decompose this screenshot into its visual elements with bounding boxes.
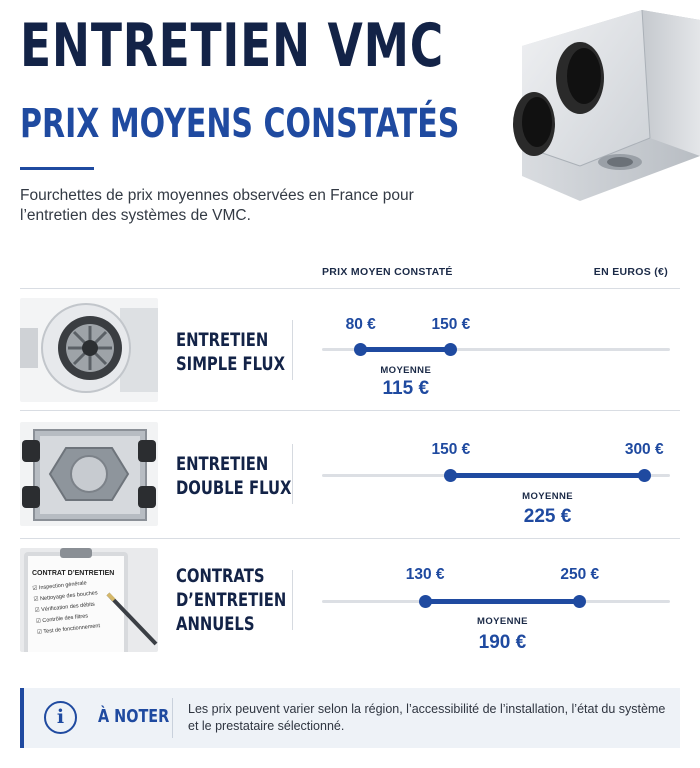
min-price-marker [419, 595, 432, 608]
min-price-marker [444, 469, 457, 482]
average-price: 225 € [523, 506, 572, 527]
min-price-label: 130 € [405, 566, 445, 583]
average-price: 190 € [478, 632, 527, 653]
average-caption: MOYENNE [522, 491, 573, 502]
note-box [20, 688, 680, 748]
max-price-marker [638, 469, 651, 482]
row-label-line-1: ENTRETIEN [176, 453, 269, 475]
row-divider [292, 444, 293, 504]
contract-heading: CONTRAT D’ENTRETIEN [32, 570, 115, 577]
checklist-item: ☑ Vérification des débits [34, 601, 96, 614]
price-row-simple-flux [20, 298, 680, 402]
row-divider [292, 320, 293, 380]
checklist-item-text: Inspection générale [38, 580, 88, 592]
row-label-line-2: DOUBLE FLUX [176, 477, 292, 499]
header-divider [20, 288, 680, 289]
max-price-marker [444, 343, 457, 356]
row-label-line-1: CONTRATS [176, 565, 265, 587]
max-price-label: 250 € [560, 566, 600, 583]
price-range-fill [451, 473, 644, 478]
note-title: À NOTER [98, 706, 170, 727]
fan-unit-photo [20, 298, 158, 402]
average-price: 115 € [382, 378, 430, 399]
checklist-item: ☑ Contrôle des filtres [35, 613, 89, 625]
row-divider [292, 570, 293, 630]
price-row-double-flux [20, 422, 680, 528]
vmc-unit-image [502, 6, 700, 224]
price-row-contracts [20, 548, 680, 654]
contract-checklist [32, 577, 102, 638]
info-icon: i [44, 701, 77, 734]
price-range-fill [361, 347, 451, 352]
average-caption: MOYENNE [477, 616, 528, 627]
min-price-label: 80 € [345, 316, 376, 333]
row-separator [20, 538, 680, 539]
page-description: Fourchettes de prix moyennes observées en France pour l’entretien des systèmes de VMC. [20, 187, 414, 224]
page-title: ENTRETIEN VMC [20, 11, 444, 81]
checklist-item: ☑ Inspection générale [32, 580, 88, 592]
row-label-line-2: SIMPLE FLUX [176, 353, 286, 375]
min-price-label: 150 € [431, 441, 471, 458]
max-price-label: 150 € [431, 316, 471, 333]
note-text: Les prix peuvent varier selon la région, l’accessibilité de l’installation, l’état du système et le prestataire sélectionné. [188, 702, 666, 733]
max-price-label: 300 € [624, 441, 664, 458]
checklist-item-text: Vérification des débits [40, 601, 96, 614]
average-caption: MOYENNE [380, 365, 432, 376]
max-price-marker [573, 595, 586, 608]
row-label-line-2: D’ENTRETIEN [176, 589, 287, 611]
checklist-item: ☑ Nettoyage des bouches [33, 590, 98, 603]
min-price-marker [354, 343, 367, 356]
price-column-header: PRIX MOYEN CONSTATÉ [322, 266, 453, 278]
row-separator [20, 410, 680, 411]
double-flux-unit-photo [20, 422, 158, 526]
checklist-item-text: Test de fonctionnement [43, 623, 101, 636]
unit-column-header: EN EUROS (€) [593, 266, 668, 278]
title-underline [20, 167, 94, 170]
price-range-fill [425, 599, 580, 604]
checklist-item-text: Contrôle des filtres [42, 613, 89, 625]
row-label-line-3: ANNUELS [176, 613, 255, 635]
note-divider [172, 698, 173, 738]
page-subtitle: PRIX MOYENS CONSTATÉS [20, 101, 460, 147]
contract-clipboard-photo [20, 548, 158, 652]
row-label-line-1: ENTRETIEN [176, 329, 269, 351]
checklist-item-text: Nettoyage des bouches [39, 590, 98, 603]
checklist-item: ☑ Test de fonctionnement [36, 623, 101, 636]
